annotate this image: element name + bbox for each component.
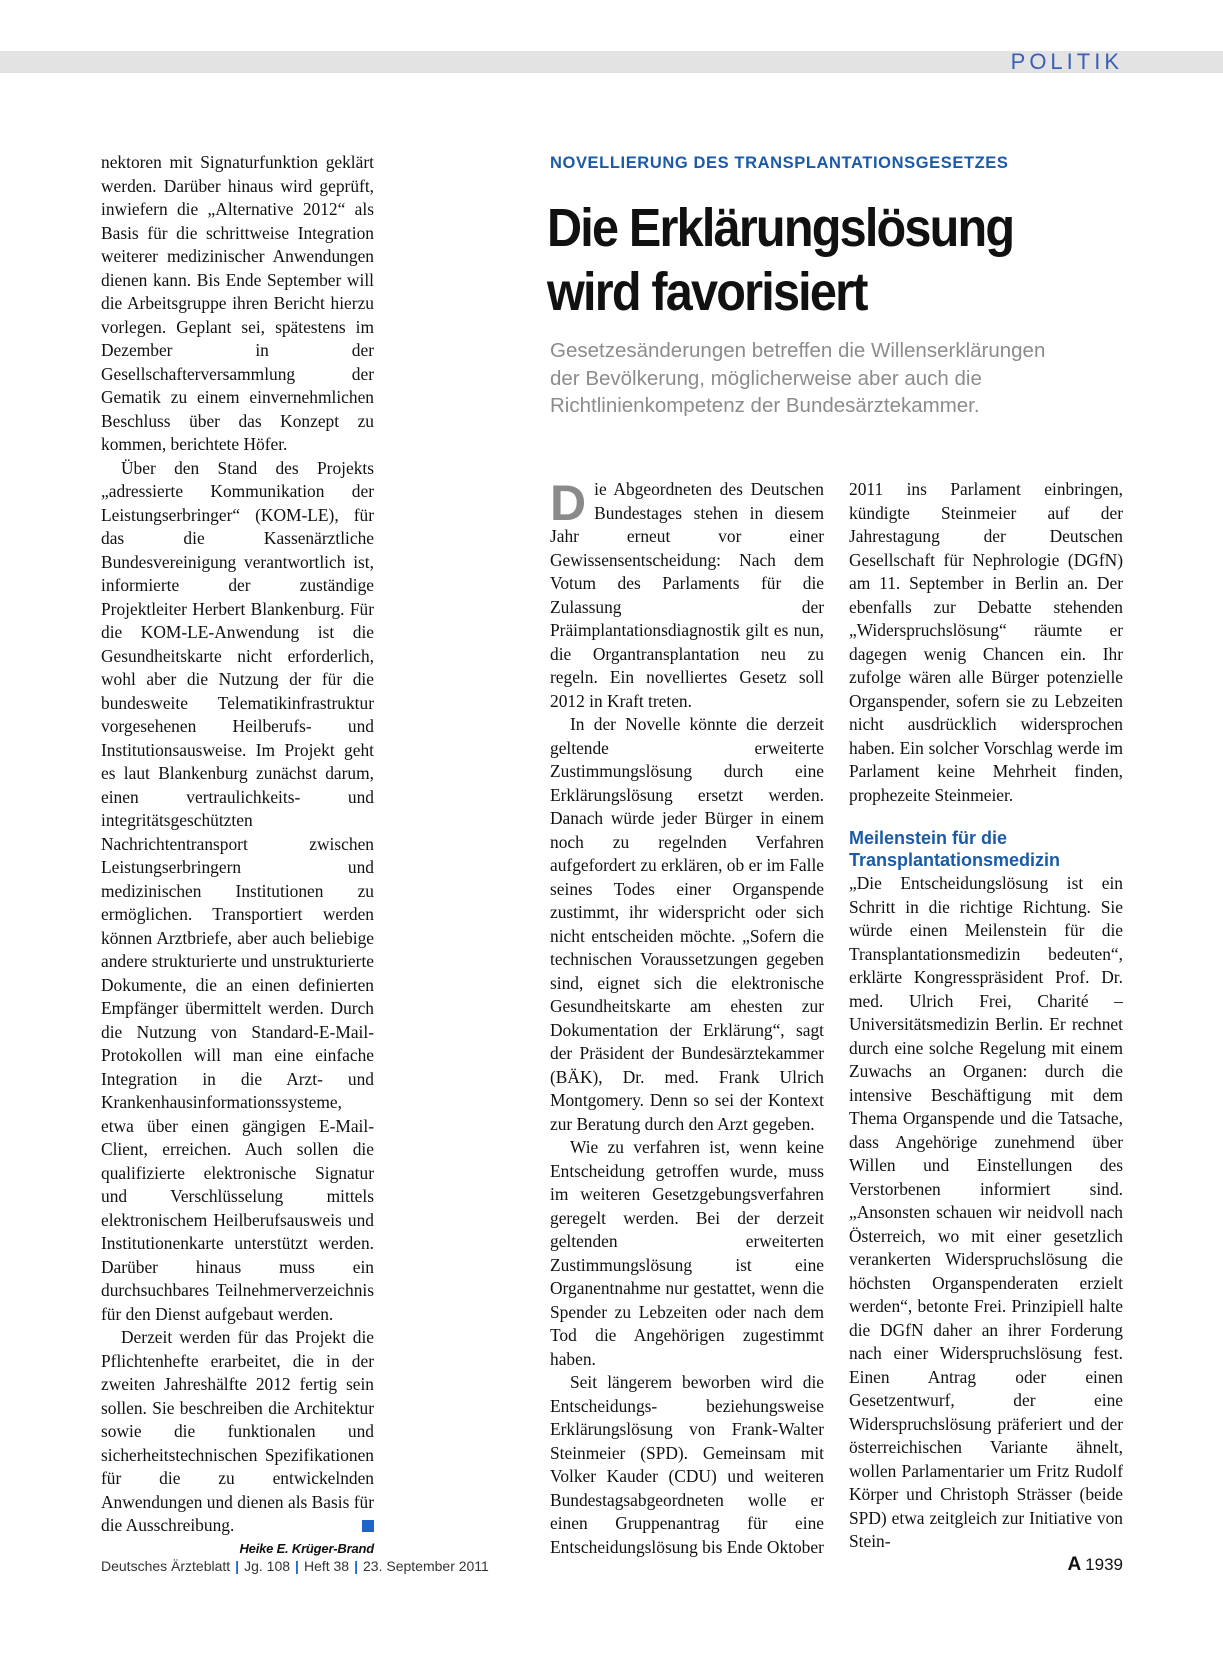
deck-line: Gesetzesänderungen betreffen die Willenserklärungen (550, 339, 1046, 362)
paragraph: 2011 ins Parlament einbringen, kündigte Steinmeier auf der Jahrestagung der Deutschen Gesellschaft für Nephrologie (DGfN) am 11. September in Berlin an. Der ebenfalls zur Debatte stehenden „Widerspruchslösung“ räumte er dagegen wenig Chancen ein. Ihr zufolge wären alle Bürger potenzielle Organspender, sofern sie zu Lebzeiten nicht ausdrücklich widersprochen haben. Ein solcher Vorschlag werde im Parlament keine Mehrheit finden, prophezeite Steinmeier. (849, 479, 1123, 805)
subheading-line: Transplantationsmedizin (849, 850, 1061, 870)
page-footer (101, 1555, 489, 1577)
section-label: POLITIK (1010, 49, 1123, 74)
deck-line: der Bevölkerung, möglicherweise aber auch die (550, 366, 982, 390)
paragraph: Wie zu verfahren ist, wenn keine Entscheidung getroffen wurde, muss im weiteren Gesetzgebungsverfahren geregelt werden. Bei der derzeit geltenden erweiterten Zustimmungslösung ist eine Organentnahme nur gestattet, wenn die Spender zu Lebzeiten oder nach dem Tod die Angehörigen zugestimmt haben. (550, 1137, 824, 1369)
page-number (1067, 1553, 1123, 1577)
paragraph-text: ie Abgeordneten des Deutschen Bundestages stehen in diesem Jahr erneut vor einer Gewissensentscheidung: Nach dem Votum des Parlaments für die Zulassung der Präimplantationsdiagnostik gilt es nun, die Organtransplantation neu zu regeln. Ein novelliertes Gesetz soll 2012 in Kraft treten. (550, 479, 824, 711)
footer-separator: | (354, 1558, 359, 1574)
headline-line: wird favorisiert (547, 262, 867, 322)
drop-cap: D (550, 475, 587, 531)
paragraph: In der Novelle könnte die derzeit geltende erweiterte Zustimmungslösung durch eine Erklärungslösung ersetzt werden. Danach würde jeder Bürger in einem noch zu regelnden Verfahren aufgefordert zu erklären, ob er im Falle seines Todes einer Organspende zustimmt, ihr widerspricht oder sich nicht entscheiden möchte. „Sofern die technischen Voraussetzungen gegeben sind, eignet sich die elektronische Gesundheitskarte am ehesten zur Dokumentation der Erklärung“, sagt der Präsident der Bundesärztekammer (BÄK), Dr. med. Frank Ulrich Montgomery. Denn so sei der Kontext zur Beratung durch den Arzt gegeben. (550, 714, 824, 1134)
paragraph: Über den Stand des Projekts „adressierte Kommunikation der Leistungserbringer“ (KOM-LE), für das die Kassenärztliche Bundesvereinigung verantwortlich ist, informierte der zuständige Projektleiter Herbert Blankenburg. Für die KOM-LE-Anwendung ist die Gesundheitskarte nicht erforderlich, wohl aber die Nutzung der für die bundesweite Telematikinfrastruktur vorgesehenen Heilberufs- und Institutionsausweise. Im Projekt geht es laut Blankenburg zunächst darum, einen vertraulichkeits- und integritätsgeschützten Nachrichtentransport zwischen Leistungserbringern und medizinischen Institutionen zu ermöglichen. Transportiert werden können Arztbriefe, aber auch beliebige andere strukturierte und unstrukturierte Dokumente, die an einen definierten Empfänger übermittelt werden. Durch die Nutzung von Standard-E-Mail-Protokollen will man eine einfache Integration in die Arzt- und Krankenhausinformationssysteme, etwa über einen gängigen E-Mail-Client, erreichen. Auch sollen die qualifizierte elektronische Signatur und Verschlüsselung mittels elektronischem Heilberufsausweis und Institutionenkarte unterstützt werden. Darüber hinaus muss ein durchsuchbares Teilnehmerverzeichnis für den Dienst aufgebaut werden. (101, 457, 374, 1324)
right-column (849, 478, 1123, 1554)
lead-paragraph (550, 475, 824, 713)
left-column (101, 151, 374, 1560)
page-prefix: A (1067, 1554, 1082, 1575)
journal-name: Deutsches Ärzteblatt (101, 1558, 231, 1574)
article-headline (547, 196, 1087, 324)
author-byline: Heike E. Krüger-Brand (239, 1540, 374, 1556)
middle-column (550, 475, 824, 1559)
end-of-article-marker (362, 1520, 374, 1532)
footer-separator: | (295, 1558, 299, 1574)
journal-volume: Jg. 108 (244, 1558, 291, 1574)
issue-date: 23. September 2011 (363, 1558, 489, 1574)
subheading (849, 827, 1123, 871)
subheading-line: Meilenstein für die (849, 828, 1008, 848)
journal-issue: Heft 38 (303, 1558, 350, 1574)
paragraph: „Die Entscheidungslösung ist ein Schritt in die richtige Richtung. Sie würde einen Meilenstein für die Transplantationsmedizin bedeuten“, erklärte Kongresspräsident Prof. Dr. med. Ulrich Frei, Charité – Universitätsmedizin Berlin. Er rechnet durch eine solche Regelung mit einem Zuwachs an Organen: durch die intensive Beschäftigung mit dem Thema Organspende und die Tatsache, dass Angehörige zunehmend über Willen und Einstellungen des Verstorbenen informiert sind. „Ansonsten schauen wir neidvoll nach Österreich, wo mit einer gesetzlich verankerten Widerspruchslösung die höchsten Organspenderaten erzielt werden“, betonte Frei. Prinzipiell halte die DGfN daher an ihrer Forderung nach einer Widerspruchslösung fest. Einen Antrag oder einen Gesetzentwurf, der eine Widerspruchslösung präferiert und der österreichischen Variante ähnelt, wollen Parlamentarier um Fritz Rudolf Körper und Christoph Strässer (beide SPD) etwa zeitgleich zur Initiative von Stein- (849, 873, 1123, 1551)
article-deck (550, 337, 1150, 420)
article-kicker: NOVELLIERUNG DES TRANSPLANTATIONSGESETZES (550, 154, 1009, 172)
paragraph-last (101, 1326, 374, 1538)
footer-separator: | (235, 1558, 240, 1574)
paragraph: Seit längerem beworben wird die Entscheidungs- beziehungsweise Erklärungslösung von Frank-Walter Steinmeier (SPD). Gemeinsam mit Volker Kauder (CDU) und weiteren Bundestagsabgeordneten wolle er einen Gruppenantrag für eine Entscheidungslösung bis Ende Oktober (550, 1372, 824, 1557)
headline-line: Die Erklärungslösung (547, 198, 1014, 258)
deck-line: Richtlinienkompetenz der Bundesärztekammer. (550, 394, 980, 417)
paragraph: nektoren mit Signaturfunktion geklärt werden. Darüber hinaus wird geprüft, inwiefern die „Alternative 2012“ als Basis für die schrittweise Integration weiterer medizinischer Anwendungen dienen kann. Bis Ende September will die Arbeitsgruppe ihren Bericht hierzu vorlegen. Geplant sei, spätestens im Dezember in der Gesellschafterversammlung der Gematik zu einem einvernehmlichen Beschluss über das Konzept zu kommen, berichtete Höfer. (101, 152, 374, 454)
paragraph-text: Derzeit werden für das Projekt die Pflichtenhefte erarbeitet, die in der zweiten Jahreshälfte 2012 fertig sein sollen. Sie beschreiben die Architektur sowie die funktionalen und sicherheitstechnischen Spezifikationen für die zu entwickelnden Anwendungen und dienen als Basis für die Ausschreibung. (101, 1327, 374, 1535)
page-number-value: 1939 (1085, 1555, 1123, 1574)
